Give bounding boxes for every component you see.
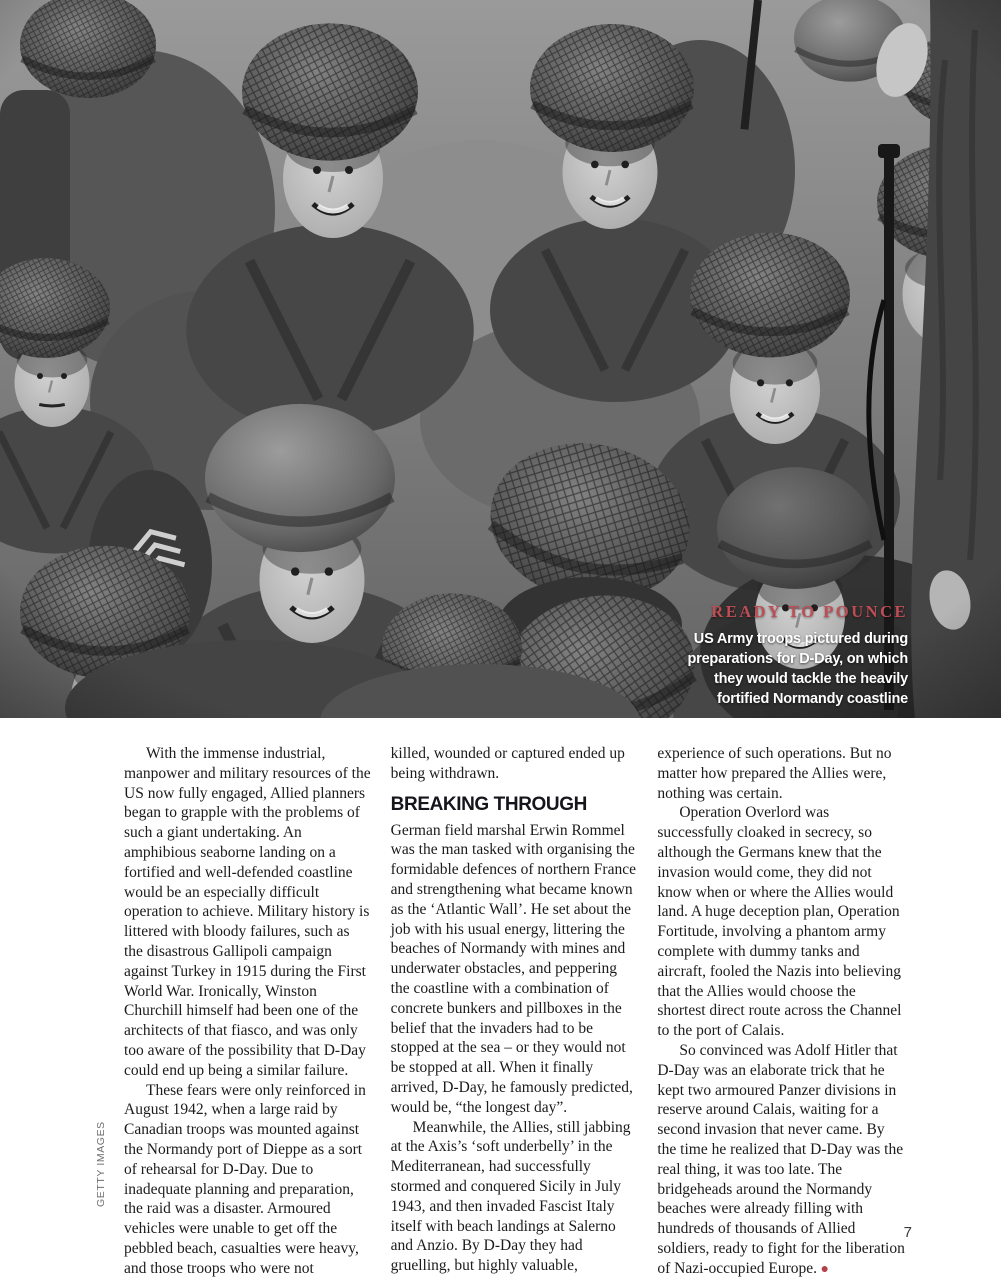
caption-line: they would tackle the heavily (713, 671, 908, 687)
article-column (124, 744, 372, 1280)
body-paragraph: With the immense industrial, manpower and military resources of the US now fully engaged, Allied planners began to grapple with the problems of such a giant undertaking. An amphibious seaborne landing on a fortified and well-defended coastline would be an especially difficult operation to achieve. Military history is littered with bloody failures, such as the disastrous Gallipoli campaign against Turkey in 1915 during the First World War. Ironically, Winston Churchill himself had been one of the architects of that fiasco, and was only too aware of the possibility that D-Day could end up being a similar failure. (124, 745, 371, 1079)
photo-caption (687, 602, 908, 709)
article-body (124, 744, 905, 1280)
page-number: 7 (903, 1224, 912, 1241)
caption-line: US Army troops pictured during (693, 631, 908, 647)
article-column (657, 744, 905, 1280)
article-column (391, 744, 639, 1280)
body-paragraph: German field marshal Erwin Rommel was the man tasked with organising the formidable defences of northern France and strengthening what became known as the ‘Atlantic Wall’. He set about the job with his usual energy, littering the beaches of Normandy with mines and underwater obstacles, and peppering the coastline with a combination of concrete bunkers and pillboxes in the belief that the invaders had to be stopped at the sea – or they would not be stopped at all. When it finally arrived, D-Day, he famously predicted, would be, “the longest day”. (390, 821, 636, 1116)
photo-credit: GETTY IMAGES (95, 1121, 107, 1207)
body-paragraph: killed, wounded or captured ended up being withdrawn. (390, 745, 625, 782)
caption-title: READY TO POUNCE (711, 602, 908, 621)
caption-line: fortified Normandy coastline (717, 691, 908, 707)
body-paragraph: Meanwhile, the Allies, still jabbing at the Axis’s ‘soft underbelly’ in the Mediterranean, had successfully stormed and conquered Sicily in July 1943, and then invaded Fascist Italy itself with beach landings at Salerno and Anzio. By D-Day they had gruelling, but highly valuable, (390, 1118, 631, 1275)
body-paragraph: experience of such operations. But no matter how prepared the Allies were, nothing was certain. (657, 745, 892, 802)
caption-line: preparations for D-Day, on which (687, 651, 908, 667)
section-heading: BREAKING THROUGH (390, 793, 587, 815)
body-paragraph: Operation Overlord was successfully cloaked in secrecy, so although the Germans knew that the invasion would come, they did not know when or where the Allies would land. A huge deception plan, Operation Fortitude, involving a phantom army complete with dummy tanks and aircraft, fooled the Nazis into believing that the Allies would choose the shortest direct route across the Channel to the port of Calais. (657, 804, 902, 1040)
body-paragraph: So convinced was Adolf Hitler that D-Day was an elaborate trick that he kept two armoured Panzer divisions in reserve around Calais, waiting for a second invasion that never came. By the time he realized that D-Day was the real thing, it was too late. The bridgeheads around the Normandy beaches were already filling with hundreds of thousands of Allied soldiers, ready to fight for the liberation of Nazi-occupied Europe. ● (657, 1041, 905, 1277)
end-of-article-dot: ● (817, 1261, 829, 1277)
body-paragraph: These fears were only reinforced in August 1942, when a large raid by Canadian troops was mounted against the Normandy port of Dieppe as a sort of rehearsal for D-Day. Due to inadequate planning and preparation, the raid was a disaster. Armoured vehicles were unable to get off the pebbled beach, casualties were heavy, and those troops who were not (124, 1081, 366, 1277)
